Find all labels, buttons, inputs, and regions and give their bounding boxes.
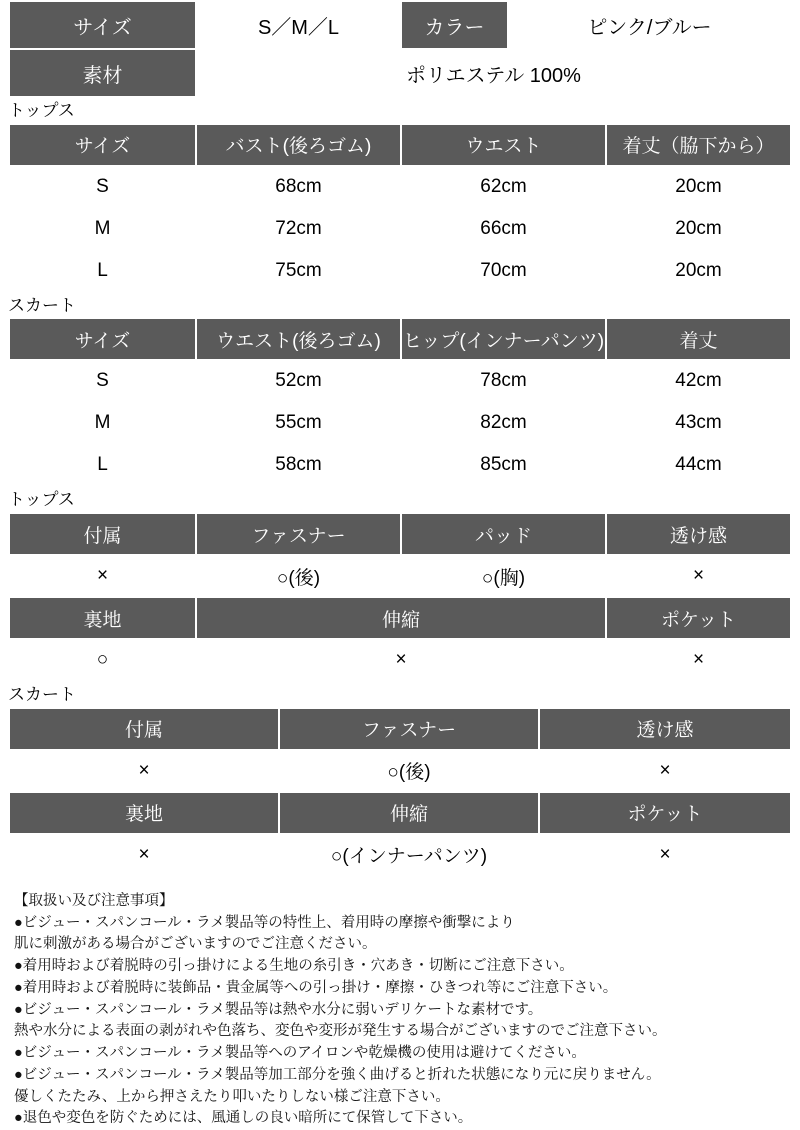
table-row (9, 318, 791, 360)
col-header-waist: ウエスト (401, 124, 606, 166)
cell-length: 20cm (606, 250, 791, 292)
spec-color-value: ピンク/ブルー (508, 1, 791, 49)
table-row (9, 750, 791, 792)
cell-zipper: ○(後) (196, 555, 401, 597)
cell-waist: 70cm (401, 250, 606, 292)
cell-waist: 62cm (401, 166, 606, 208)
cell-size: S (9, 166, 196, 208)
table-row (9, 792, 791, 834)
cell-length: 20cm (606, 208, 791, 250)
cell-bust: 72cm (196, 208, 401, 250)
spec-color-header: カラー (401, 1, 508, 49)
cell-hip: 85cm (401, 444, 606, 486)
cell-length: 43cm (606, 402, 791, 444)
cell-pocket: × (606, 639, 791, 681)
notes-line: 熱や水分による表面の剥がれや色落ち、変色や変形が発生する場合がございますのでご注意下さい。 (14, 1023, 667, 1040)
notes-line: ●ビジュー・スパンコール・ラメ製品等は熱や水分に弱いデリケートな素材です。 (14, 1001, 543, 1018)
col-header-pocket: ポケット (606, 597, 791, 639)
cell-stretch: × (196, 639, 606, 681)
notes-line: ●退色や変色を防ぐためには、風通しの良い暗所にて保管して下さい。 (14, 1110, 473, 1127)
cell-size: L (9, 250, 196, 292)
cell-waist: 66cm (401, 208, 606, 250)
tops-details-table (8, 512, 792, 682)
col-header-stretch: 伸縮 (279, 792, 539, 834)
spec-material-value: ポリエステル 100% (196, 49, 791, 97)
skirt-details-table (8, 707, 792, 877)
table-row (9, 208, 791, 250)
spec-table (8, 0, 792, 98)
col-header-length: 着丈 (606, 318, 791, 360)
col-header-zipper: ファスナー (196, 513, 401, 555)
col-header-waist: ウエスト(後ろゴム) (196, 318, 401, 360)
cell-accessory: × (9, 750, 279, 792)
table-row (9, 513, 791, 555)
table-row (9, 444, 791, 486)
section-label-tops-details: トップス (8, 490, 75, 510)
spec-size-value: S／M／L (196, 1, 401, 49)
cell-size: S (9, 360, 196, 402)
notes-line: ●着用時および着脱時に装飾品・貴金属等への引っ掛け・摩擦・ひきつれ等にご注意下さい。 (14, 979, 618, 996)
tops-size-table (8, 123, 792, 293)
cell-sheerness: × (606, 555, 791, 597)
col-header-bust: バスト(後ろゴム) (196, 124, 401, 166)
table-row (9, 834, 791, 876)
notes-line: ●ビジュー・スパンコール・ラメ製品等加工部分を強く曲げると折れた状態になり元に戻りません。 (14, 1066, 661, 1083)
section-label-skirt-details: スカート (8, 685, 76, 705)
notes-line: 肌に刺激がある場合がございますのでご注意ください。 (14, 936, 377, 953)
table-row (9, 1, 791, 49)
notes-line: ●ビジュー・スパンコール・ラメ製品等の特性上、着用時の摩擦や衝撃により (14, 914, 515, 931)
table-row (9, 402, 791, 444)
cell-hip: 82cm (401, 402, 606, 444)
table-row (9, 639, 791, 681)
col-header-sheerness: 透け感 (606, 513, 791, 555)
notes-title: 【取扱い及び注意事項】 (14, 892, 174, 909)
cell-bust: 68cm (196, 166, 401, 208)
col-header-accessory: 付属 (9, 513, 196, 555)
cell-hip: 78cm (401, 360, 606, 402)
care-notes (14, 891, 790, 1130)
table-row (9, 555, 791, 597)
table-row (9, 708, 791, 750)
notes-line: 優しくたたみ、上から押さえたり叩いたりしない様ご注意下さい。 (14, 1088, 450, 1105)
cell-sheerness: × (539, 750, 791, 792)
cell-accessory: × (9, 555, 196, 597)
table-row (9, 166, 791, 208)
notes-line: ●ビジュー・スパンコール・ラメ製品等へのアイロンや乾燥機の使用は避けてください。 (14, 1045, 586, 1061)
cell-waist: 55cm (196, 402, 401, 444)
cell-length: 20cm (606, 166, 791, 208)
col-header-length: 着丈（脇下から） (606, 124, 791, 166)
spec-material-header: 素材 (9, 49, 196, 97)
col-header-stretch: 伸縮 (196, 597, 606, 639)
cell-pocket: × (539, 834, 791, 876)
cell-zipper: ○(後) (279, 750, 539, 792)
cell-length: 42cm (606, 360, 791, 402)
cell-bust: 75cm (196, 250, 401, 292)
cell-waist: 58cm (196, 444, 401, 486)
section-label-tops-size: トップス (8, 101, 75, 120)
col-header-size: サイズ (9, 318, 196, 360)
col-header-hip: ヒップ(インナーパンツ) (401, 318, 606, 360)
section-label-skirt-size: スカート (8, 295, 76, 315)
cell-size: M (9, 402, 196, 444)
col-header-pad: パッド (401, 513, 606, 555)
table-row (9, 597, 791, 639)
col-header-accessory: 付属 (9, 708, 279, 750)
col-header-lining: 裏地 (9, 597, 196, 639)
cell-pad: ○(胸) (401, 555, 606, 597)
table-row (9, 49, 791, 97)
skirt-size-table (8, 317, 792, 487)
cell-lining: ○ (9, 639, 196, 681)
cell-waist: 52cm (196, 360, 401, 402)
table-row (9, 250, 791, 292)
cell-stretch: ○(インナーパンツ) (279, 834, 539, 876)
col-header-zipper: ファスナー (279, 708, 539, 750)
cell-lining: × (9, 834, 279, 876)
cell-size: M (9, 208, 196, 250)
col-header-sheerness: 透け感 (539, 708, 791, 750)
cell-length: 44cm (606, 444, 791, 486)
col-header-size: サイズ (9, 124, 196, 166)
col-header-lining: 裏地 (9, 792, 279, 834)
notes-line: ●着用時および着脱時の引っ掛けによる生地の糸引き・穴あき・切断にご注意下さい。 (14, 958, 574, 974)
table-row (9, 124, 791, 166)
cell-size: L (9, 444, 196, 486)
table-row (9, 360, 791, 402)
spec-size-header: サイズ (9, 1, 196, 49)
col-header-pocket: ポケット (539, 792, 791, 834)
